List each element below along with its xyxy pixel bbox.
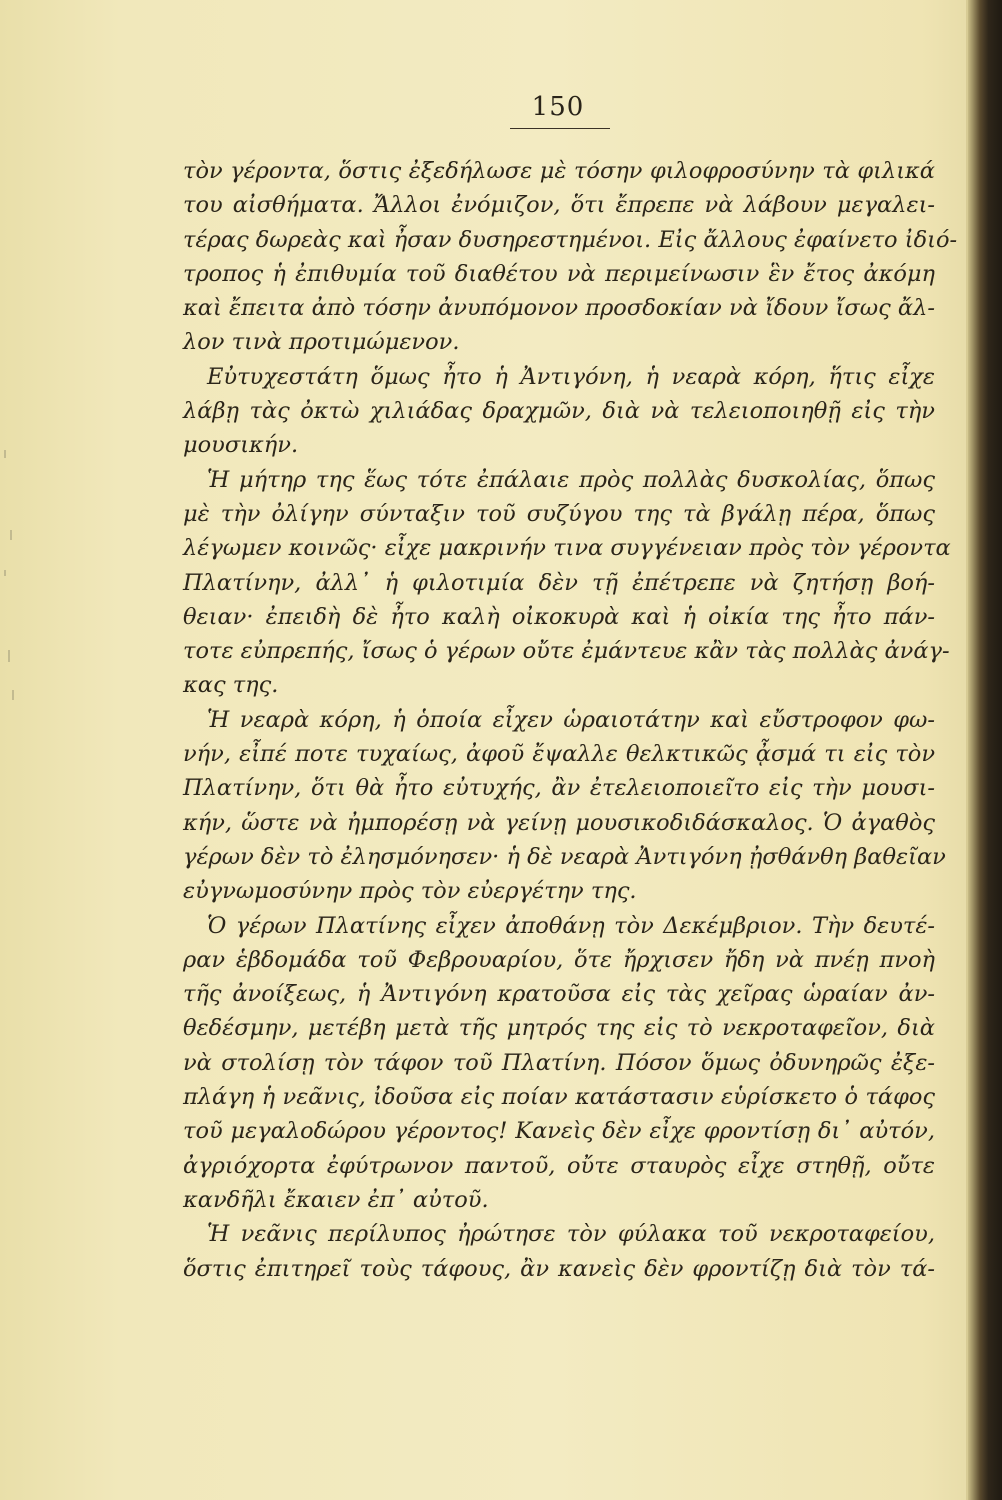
text-line: κήν, ὥστε νὰ ἠμπορέσῃ νὰ γείνῃ μουσικοδιδάσκαλος. Ὁ ἀγαθὸς xyxy=(183,809,935,836)
text-line: θεδέσμην, μετέβη μετὰ τῆς μητρός της εἰς τὸ νεκροταφεῖον, διὰ xyxy=(183,1015,935,1042)
text-line: τοτε εὐπρεπής, ἴσως ὁ γέρων οὔτε ἐμάντευε κἂν τὰς πολλὰς ἀνάγ- xyxy=(183,638,950,665)
text-line: κας της. xyxy=(183,672,279,699)
text-line: μουσικήν. xyxy=(183,432,299,459)
text-line: Εὐτυχεστάτη ὅμως ἦτο ἡ Ἀντιγόνη, ἡ νεαρὰ κόρη, ἥτις εἶχε xyxy=(207,363,935,390)
text-line: πλάγη ἡ νεᾶνις, ἰδοῦσα εἰς ποίαν κατάστασιν εὑρίσκετο ὁ τάφος xyxy=(183,1084,935,1111)
text-line: Ἡ μήτηρ της ἕως τότε ἐπάλαιε πρὸς πολλὰς δυσκολίας, ὅπως xyxy=(207,466,935,493)
text-line: γέρων δὲν τὸ ἐλησμόνησεν· ἡ δὲ νεαρὰ Ἀντιγόνη ᾐσθάνθη βαθεῖαν xyxy=(183,843,946,870)
text-line: Ὁ γέρων Πλατίνης εἶχεν ἀποθάνῃ τὸν Δεκέμβριον. Τὴν δευτέ- xyxy=(207,912,935,939)
text-line: Πλατίνην, ὅτι θὰ ἦτο εὐτυχής, ἂν ἐτελειοποιεῖτο εἰς τὴν μουσι- xyxy=(183,775,935,802)
text-line: Πλατίνην, ἀλλ᾽ ἡ φιλοτιμία δὲν τῇ ἐπέτρεπε νὰ ζητήσῃ βοή- xyxy=(183,569,935,596)
book-binding xyxy=(968,0,1002,1500)
text-line: λάβῃ τὰς ὀκτὼ χιλιάδας δραχμῶν, διὰ νὰ τελειοποιηθῇ εἰς τὴν xyxy=(183,398,935,425)
text-line: νήν, εἶπέ ποτε τυχαίως, ἀφοῦ ἔψαλλε θελκτικῶς ᾆσμά τι εἰς τὸν xyxy=(183,741,935,768)
text-line: νὰ στολίσῃ τὸν τάφον τοῦ Πλατίνη. Πόσον ὅμως ὀδυνηρῶς ἐξε- xyxy=(183,1049,935,1076)
text-line: τῆς ἀνοίξεως, ἡ Ἀντιγόνη κρατοῦσα εἰς τὰς χεῖρας ὡραίαν ἀν- xyxy=(183,981,935,1008)
text-line: ἀγριόχορτα ἐφύτρωνον παντοῦ, οὔτε σταυρὸς εἶχε στηθῇ, οὔτε xyxy=(183,1152,935,1179)
text-line: μὲ τὴν ὀλίγην σύνταξιν τοῦ συζύγου της τὰ βγάλῃ πέρα, ὅπως xyxy=(183,500,935,527)
page-number-rule xyxy=(510,128,610,129)
text-line: θειαν· ἐπειδὴ δὲ ἦτο καλὴ οἰκοκυρὰ καὶ ἡ οἰκία της ἦτο πάν- xyxy=(183,603,935,630)
text-line: τὸν γέροντα, ὅστις ἐξεδήλωσε μὲ τόσην φιλοφροσύνην τὰ φιλικά xyxy=(183,158,935,184)
text-line: Ἡ νεᾶνις περίλυπος ἠρώτησε τὸν φύλακα τοῦ νεκροταφείου, xyxy=(207,1221,935,1248)
text-line: λέγωμεν κοινῶς· εἶχε μακρινήν τινα συγγένειαν πρὸς τὸν γέροντα xyxy=(183,535,951,562)
body-text xyxy=(183,154,958,1286)
text-line: τροπος ἡ ἐπιθυμία τοῦ διαθέτου νὰ περιμείνωσιν ἓν ἔτος ἀκόμη xyxy=(183,260,935,287)
margin-marks xyxy=(4,450,18,710)
page-number: 150 xyxy=(531,92,585,122)
text-line: ὅστις ἐπιτηρεῖ τοὺς τάφους, ἂν κανεὶς δὲν φροντίζῃ διὰ τὸν τά- xyxy=(183,1255,935,1282)
text-line: τοῦ μεγαλοδώρου γέροντος! Κανεὶς δὲν εἶχε φροντίσῃ δι᾽ αὐτόν, xyxy=(183,1118,935,1145)
text-line: καὶ ἔπειτα ἀπὸ τόσην ἀνυπόμονον προσδοκίαν νὰ ἴδουν ἴσως ἄλ- xyxy=(183,295,935,322)
text-line: Ἡ νεαρὰ κόρη, ἡ ὁποία εἶχεν ὡραιοτάτην καὶ εὔστροφον φω- xyxy=(207,706,935,733)
text-line: κανδῆλι ἔκαιεν ἐπ᾽ αὐτοῦ. xyxy=(183,1186,489,1213)
text-line: λον τινὰ προτιμώμενον. xyxy=(183,329,460,356)
text-line: ραν ἑβδομάδα τοῦ Φεβρουαρίου, ὅτε ἤρχισεν ἤδη νὰ πνέῃ πνοὴ xyxy=(183,946,935,973)
text-line: εὐγνωμοσύνην πρὸς τὸν εὐεργέτην της. xyxy=(183,878,637,905)
text-line: τέρας δωρεὰς καὶ ἦσαν δυσηρεστημένοι. Εἰς ἄλλους ἐφαίνετο ἰδιό- xyxy=(183,226,958,253)
text-line: του αἰσθήματα. Ἄλλοι ἐνόμιζον, ὅτι ἔπρεπε νὰ λάβουν μεγαλει- xyxy=(183,192,935,219)
